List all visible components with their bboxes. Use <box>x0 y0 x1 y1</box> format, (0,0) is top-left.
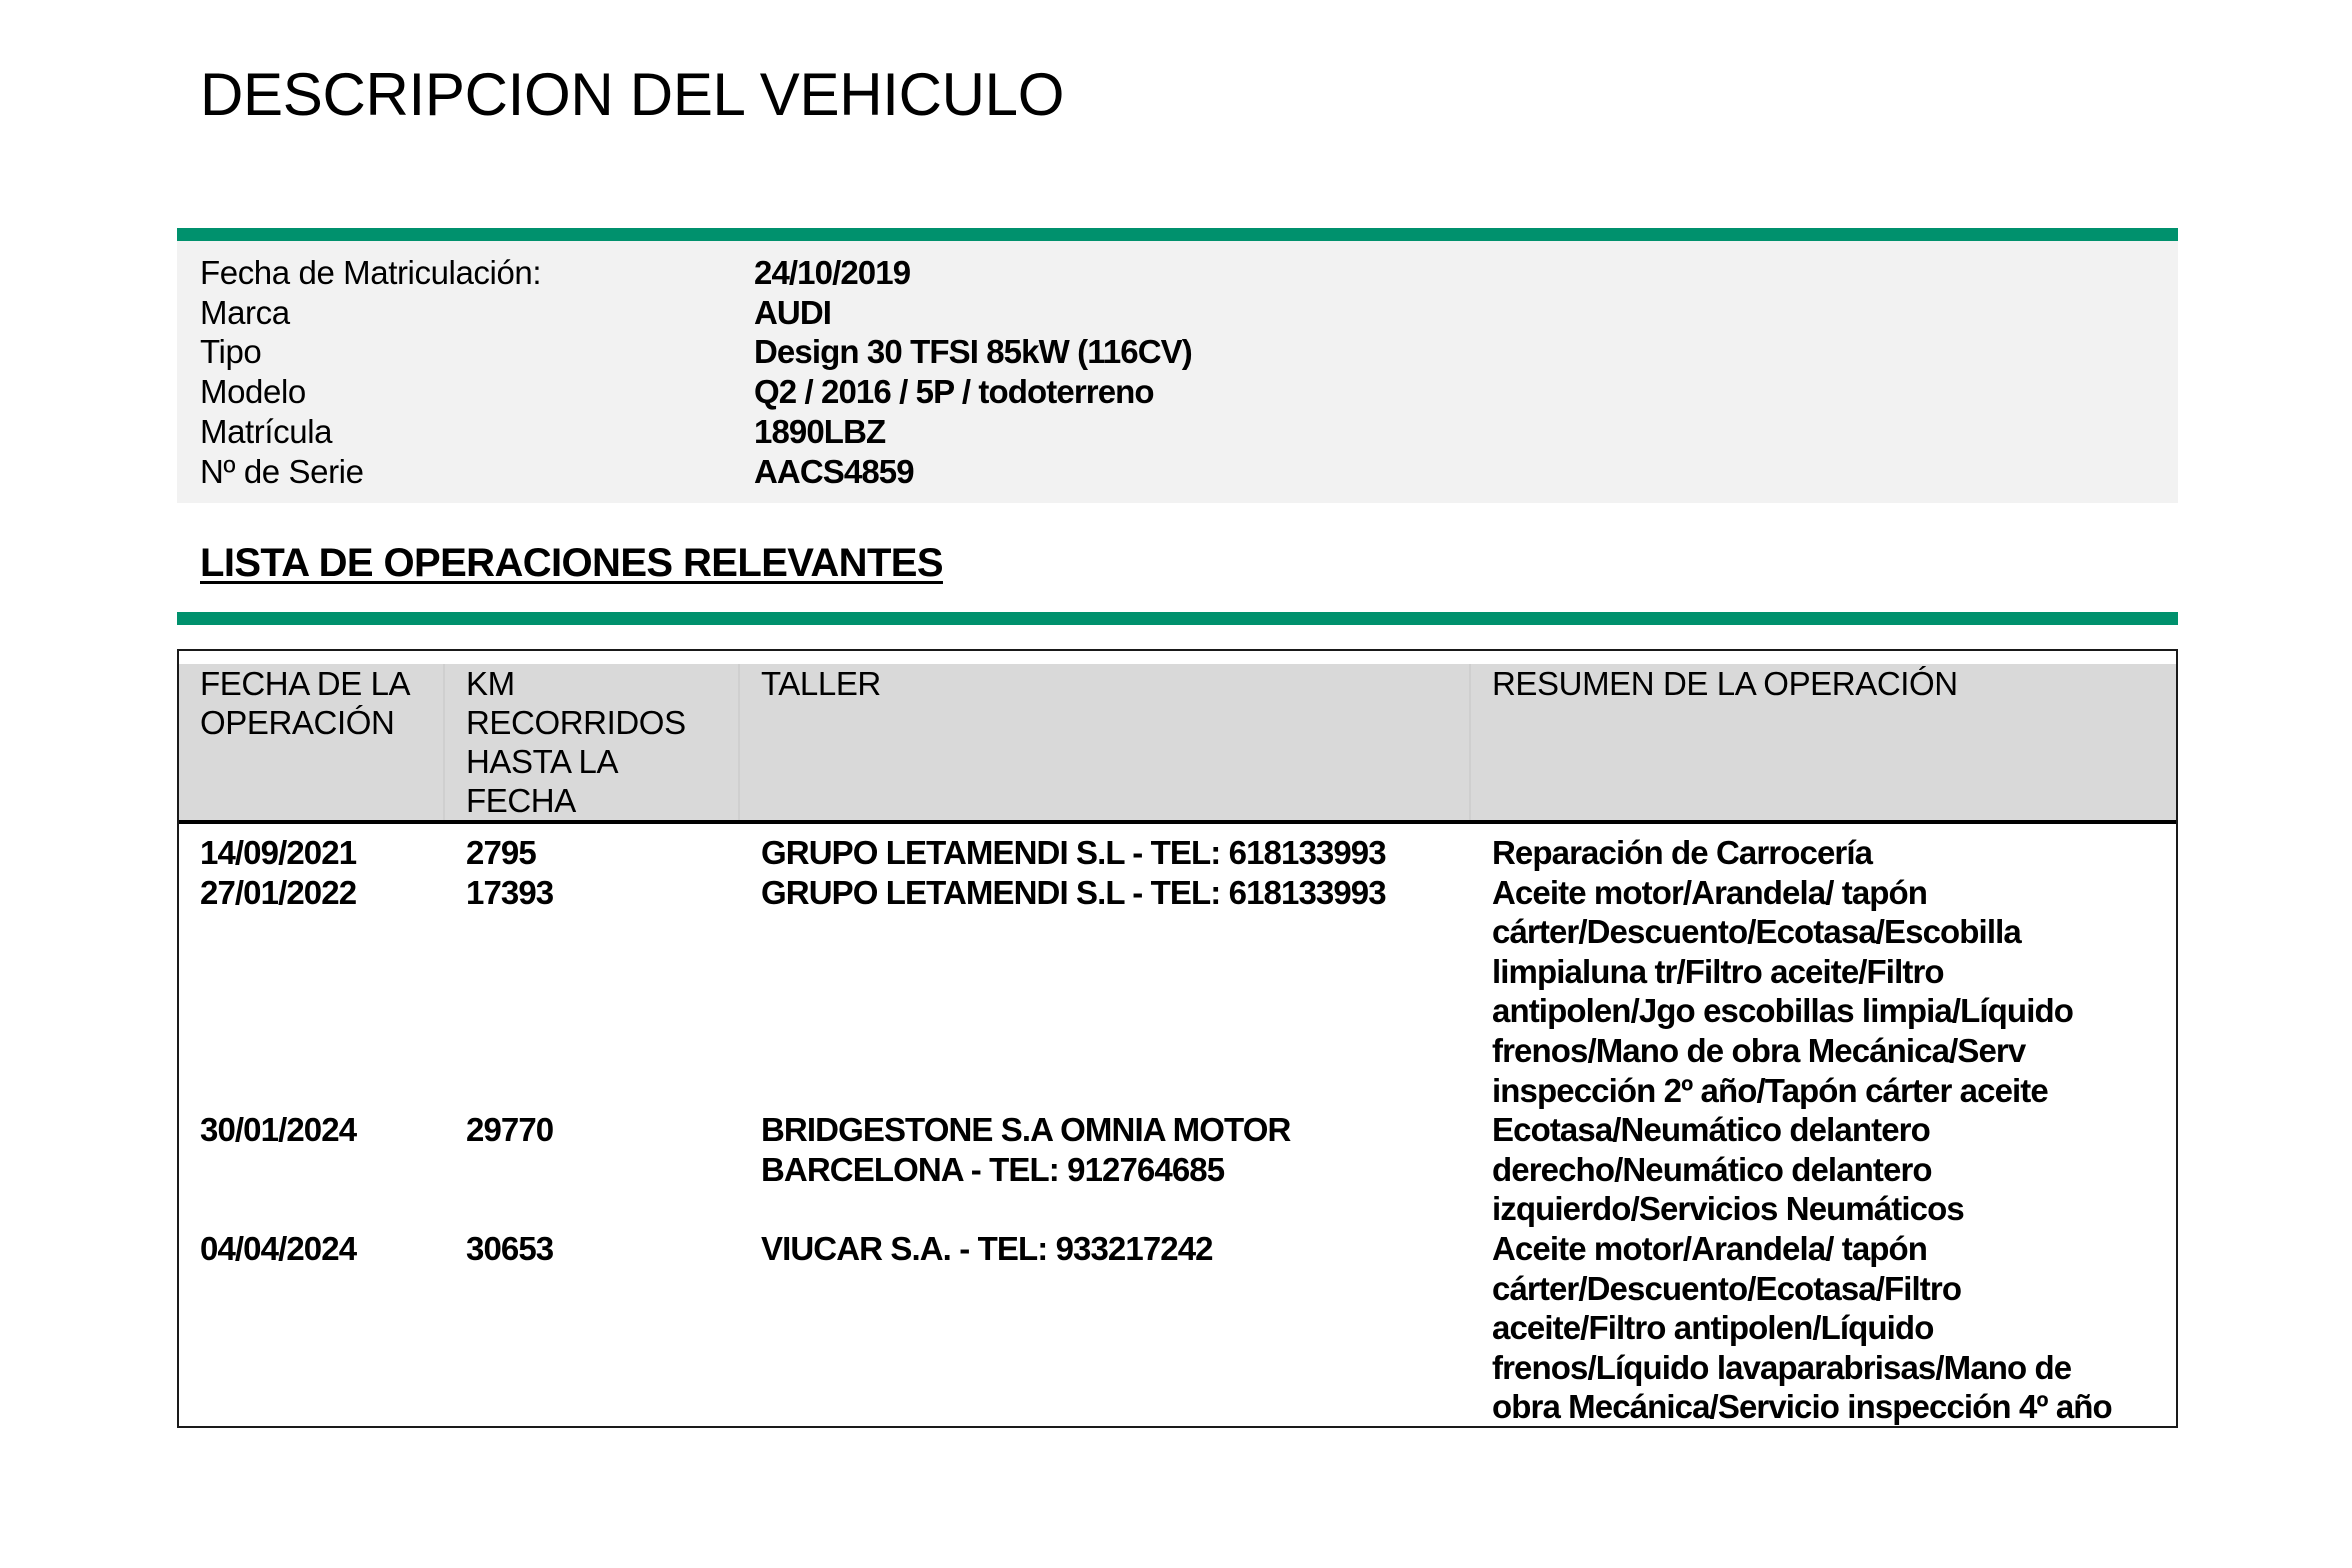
vehicle-info-panel <box>177 241 2178 503</box>
table-body <box>179 833 2176 1427</box>
cell-km: 29770 <box>466 1111 554 1149</box>
cell-date: 14/09/2021 <box>200 834 357 871</box>
table-row <box>179 833 2176 873</box>
field-label: Nº de Serie <box>200 453 364 490</box>
cell-summary: Ecotasa/Neumático delantero derecho/Neumático delantero izquierdo/Servicios Neumáticos <box>1492 1111 1964 1228</box>
column-header-date: FECHA DE LA OPERACIÓN <box>200 665 411 741</box>
column-header-workshop: TALLER <box>761 665 881 702</box>
section-divider-top <box>177 228 2178 241</box>
table-row <box>179 873 2176 1111</box>
field-value: 24/10/2019 <box>754 254 911 291</box>
column-header-summary: RESUMEN DE LA OPERACIÓN <box>1492 665 1958 702</box>
cell-date: 27/01/2022 <box>200 873 357 911</box>
vehicle-field-model <box>177 372 2178 412</box>
cell-workshop: VIUCAR S.A. - TEL: 933217242 <box>761 1229 1213 1267</box>
operations-table <box>177 649 2178 1428</box>
vehicle-field-brand <box>177 293 2178 333</box>
table-row <box>179 1229 2176 1427</box>
table-row <box>179 1110 2176 1229</box>
field-value: AACS4859 <box>754 453 914 490</box>
cell-date: 04/04/2024 <box>200 1229 357 1267</box>
column-header-km: KM RECORRIDOS HASTA LA FECHA <box>466 665 686 819</box>
cell-date: 30/01/2024 <box>200 1111 357 1149</box>
cell-workshop: GRUPO LETAMENDI S.L - TEL: 618133993 <box>761 834 1386 871</box>
field-label: Matrícula <box>200 413 333 450</box>
page-title: DESCRIPCION DEL VEHICULO <box>200 61 1065 128</box>
vehicle-field-serial <box>177 452 2178 492</box>
table-header <box>179 664 2176 824</box>
field-label: Fecha de Matriculación: <box>200 254 542 291</box>
cell-workshop: BRIDGESTONE S.A OMNIA MOTOR BARCELONA - TEL: 912764685 <box>761 1111 1291 1188</box>
field-label: Modelo <box>200 373 306 410</box>
cell-km: 17393 <box>466 873 554 911</box>
cell-workshop: GRUPO LETAMENDI S.L - TEL: 618133993 <box>761 873 1386 911</box>
cell-summary: Reparación de Carrocería <box>1492 834 1873 871</box>
vehicle-field-type <box>177 332 2178 372</box>
field-value: Design 30 TFSI 85kW (116CV) <box>754 333 1192 370</box>
cell-km: 30653 <box>466 1229 554 1267</box>
cell-summary: Aceite motor/Arandela/ tapón cárter/Descuento/Ecotasa/Filtro aceite/Filtro antipolen/Líquido frenos/Líquido lavaparabrisas/Mano de obra Mecánica/Servicio inspección 4º año <box>1492 1229 2112 1426</box>
column-divider <box>1469 664 1471 820</box>
field-value: Q2 / 2016 / 5P / todoterreno <box>754 373 1154 410</box>
vehicle-field-registration-date <box>177 253 2178 293</box>
field-value: 1890LBZ <box>754 413 886 450</box>
field-label: Tipo <box>200 333 262 370</box>
cell-summary: Aceite motor/Arandela/ tapón cárter/Descuento/Ecotasa/Escobilla limpialuna tr/Filtro aceite/Filtro antipolen/Jgo escobillas limpia/Líquido frenos/Mano de obra Mecánica/Serv inspección 2º año/Tapón cárter aceite <box>1492 873 2073 1109</box>
column-divider <box>738 664 740 820</box>
section-divider-operations <box>177 612 2178 625</box>
field-value: AUDI <box>754 294 832 331</box>
field-label: Marca <box>200 294 290 331</box>
operations-heading: LISTA DE OPERACIONES RELEVANTES <box>200 541 943 585</box>
column-divider <box>443 664 445 820</box>
vehicle-field-plate <box>177 412 2178 452</box>
cell-km: 2795 <box>466 834 536 871</box>
